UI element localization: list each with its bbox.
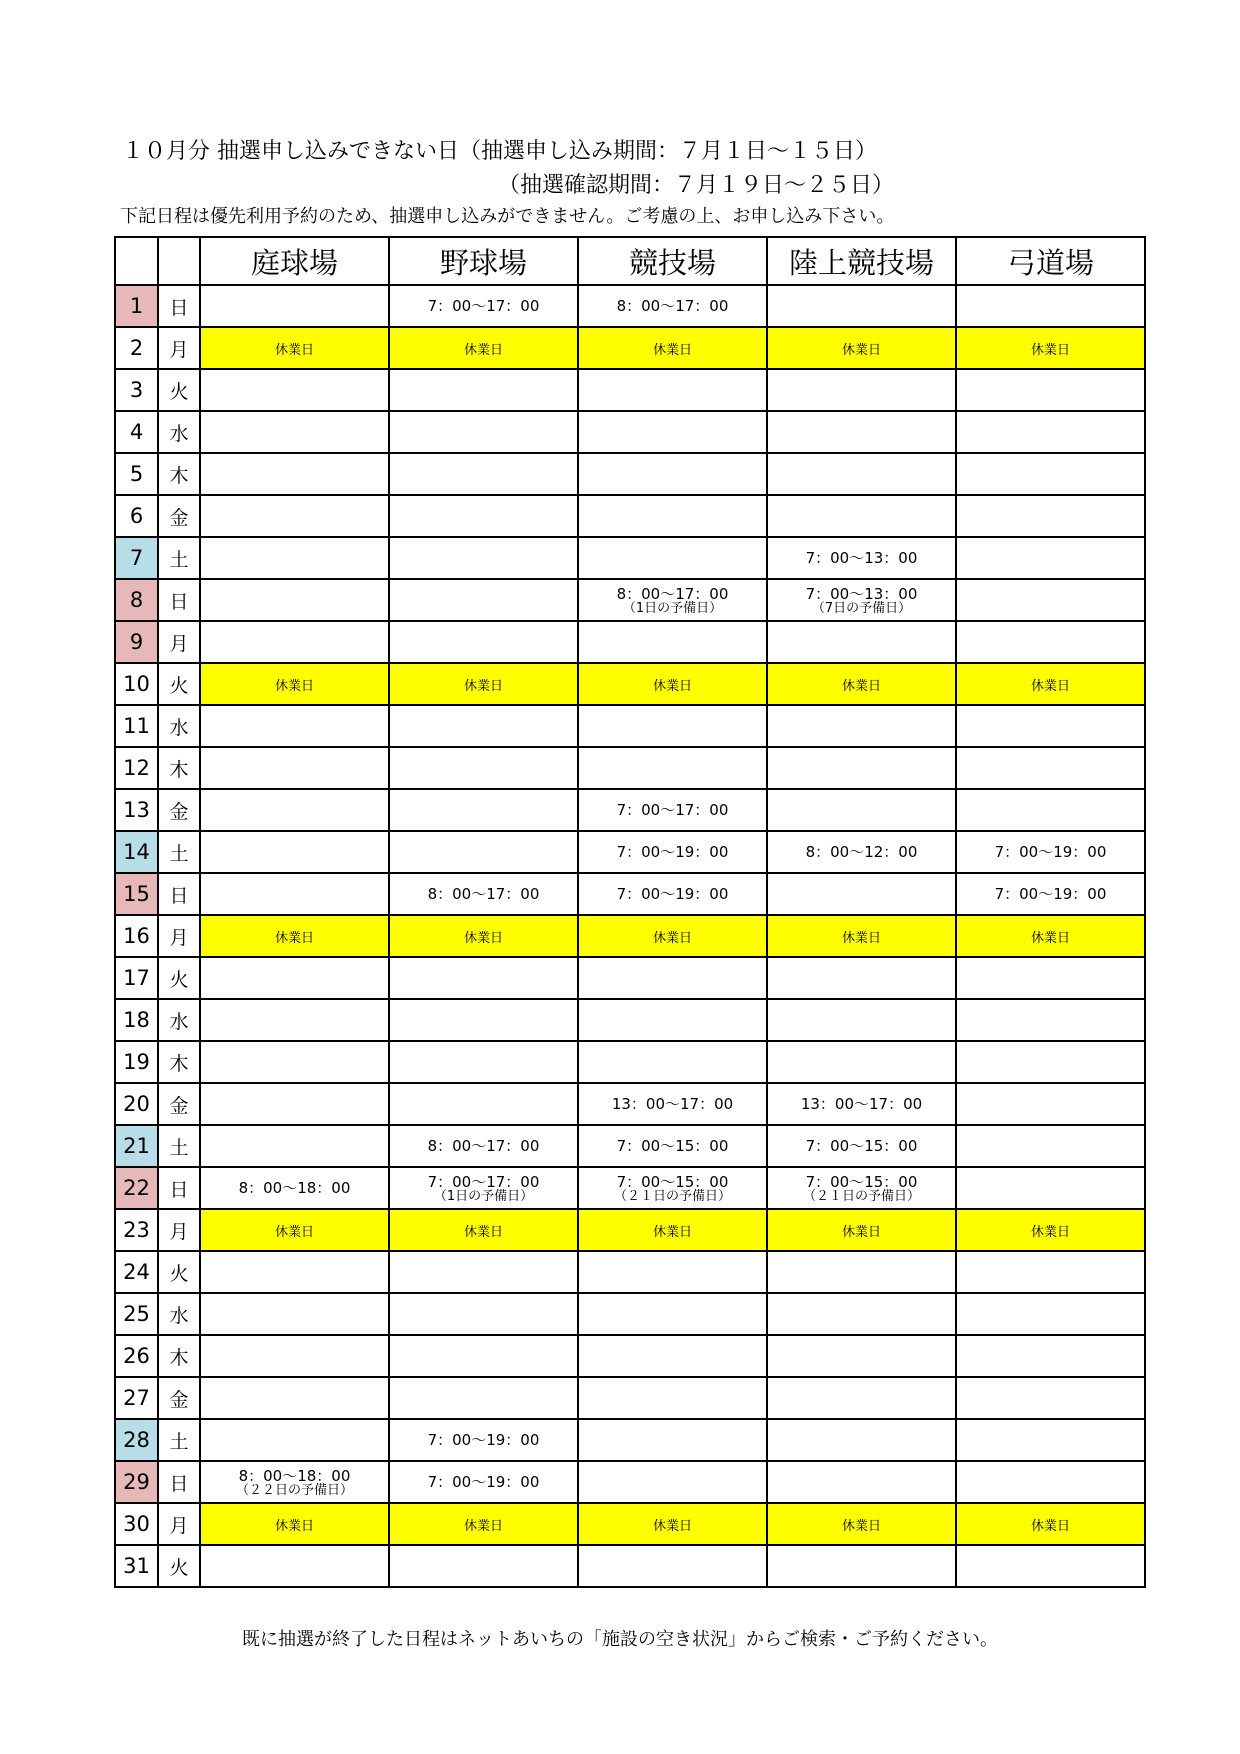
header-weekday-blank [158, 237, 200, 285]
schedule-cell [200, 453, 389, 495]
closed-day-cell: 休業日 [389, 1503, 578, 1545]
schedule-cell [200, 789, 389, 831]
weekday: 日 [158, 1461, 200, 1503]
schedule-cell [578, 453, 767, 495]
reserved-time: 7：00～15：00 [616, 1172, 729, 1191]
table-row [115, 1335, 1145, 1377]
backup-day-note: （２２日の予備日） [235, 1482, 353, 1498]
weekday: 月 [158, 915, 200, 957]
schedule-cell [956, 831, 1145, 873]
day-number: 26 [115, 1335, 158, 1377]
schedule-cell [389, 1041, 578, 1083]
table-row [115, 705, 1145, 747]
day-number: 19 [115, 1041, 158, 1083]
schedule-cell [767, 957, 956, 999]
schedule-cell [578, 1335, 767, 1377]
table-row [115, 915, 1145, 957]
schedule-cell [200, 1125, 389, 1167]
schedule-cell [200, 1377, 389, 1419]
header-facility: 競技場 [578, 237, 767, 285]
weekday: 木 [158, 747, 200, 789]
header-facility: 庭球場 [200, 237, 389, 285]
reserved-time: 8：00～12：00 [805, 843, 918, 861]
day-number: 20 [115, 1083, 158, 1125]
weekday: 月 [158, 621, 200, 663]
schedule-cell [578, 873, 767, 915]
schedule-cell [389, 1125, 578, 1167]
closed-day-cell: 休業日 [578, 915, 767, 957]
weekday: 火 [158, 1545, 200, 1587]
weekday: 水 [158, 999, 200, 1041]
reserved-time: 7：00～19：00 [616, 885, 729, 903]
schedule-cell [200, 831, 389, 873]
table-row [115, 873, 1145, 915]
closed-day-cell: 休業日 [767, 1209, 956, 1251]
schedule-cell [767, 1251, 956, 1293]
table-row [115, 537, 1145, 579]
closed-day-cell: 休業日 [578, 327, 767, 369]
schedule-cell [200, 1335, 389, 1377]
reserved-time: 8：00～17：00 [616, 584, 729, 603]
reserved-time: 7：00～19：00 [616, 843, 729, 861]
table-row [115, 1503, 1145, 1545]
schedule-cell [578, 1419, 767, 1461]
schedule-cell [200, 1041, 389, 1083]
schedule-cell [956, 579, 1145, 621]
reserved-time: 7：00～15：00 [616, 1137, 729, 1155]
schedule-cell [578, 495, 767, 537]
weekday: 金 [158, 495, 200, 537]
schedule-cell [389, 453, 578, 495]
day-number: 18 [115, 999, 158, 1041]
schedule-cell [578, 579, 767, 621]
schedule-cell [389, 831, 578, 873]
schedule-cell [956, 621, 1145, 663]
schedule-cell [956, 1335, 1145, 1377]
schedule-cell [578, 285, 767, 327]
weekday: 土 [158, 831, 200, 873]
schedule-cell [767, 873, 956, 915]
header-row [115, 237, 1145, 285]
schedule-cell [389, 1251, 578, 1293]
schedule-cell [389, 1293, 578, 1335]
schedule-cell [200, 999, 389, 1041]
weekday: 水 [158, 411, 200, 453]
reserved-time: 7：00～13：00 [805, 549, 918, 567]
day-number: 12 [115, 747, 158, 789]
schedule-cell [578, 957, 767, 999]
schedule-cell [389, 369, 578, 411]
schedule-cell [578, 789, 767, 831]
schedule-cell [200, 1293, 389, 1335]
closed-day-cell: 休業日 [767, 327, 956, 369]
schedule-cell [767, 789, 956, 831]
closed-day-cell: 休業日 [389, 1209, 578, 1251]
weekday: 土 [158, 537, 200, 579]
table-row [115, 285, 1145, 327]
weekday: 日 [158, 579, 200, 621]
schedule-cell [956, 1083, 1145, 1125]
table-row [115, 327, 1145, 369]
weekday: 月 [158, 327, 200, 369]
reserved-time: 8：00～18：00 [238, 1179, 351, 1197]
schedule-cell [389, 537, 578, 579]
schedule-cell [956, 1251, 1145, 1293]
day-number: 10 [115, 663, 158, 705]
table-row [115, 369, 1145, 411]
schedule-cell [389, 1545, 578, 1587]
closed-day-cell: 休業日 [389, 327, 578, 369]
table-row [115, 1251, 1145, 1293]
reserved-time: 7：00～19：00 [994, 885, 1107, 903]
schedule-cell [767, 1167, 956, 1209]
day-number: 15 [115, 873, 158, 915]
weekday: 火 [158, 1251, 200, 1293]
day-number: 24 [115, 1251, 158, 1293]
schedule-cell [956, 1293, 1145, 1335]
reserved-time: 7：00～17：00 [427, 297, 540, 315]
schedule-cell [389, 621, 578, 663]
closed-day-cell: 休業日 [200, 327, 389, 369]
schedule-cell [956, 1419, 1145, 1461]
schedule-cell [767, 831, 956, 873]
schedule-cell [578, 621, 767, 663]
weekday: 金 [158, 1377, 200, 1419]
table-row [115, 1545, 1145, 1587]
table-row [115, 1419, 1145, 1461]
schedule-cell [389, 411, 578, 453]
schedule-cell [200, 285, 389, 327]
weekday: 火 [158, 369, 200, 411]
reserved-time: 7：00～13：00 [805, 584, 918, 603]
weekday: 金 [158, 1083, 200, 1125]
schedule-cell [578, 705, 767, 747]
weekday: 火 [158, 663, 200, 705]
weekday: 月 [158, 1209, 200, 1251]
schedule-cell [956, 453, 1145, 495]
reserved-time: 7：00～17：00 [616, 801, 729, 819]
schedule-cell [956, 285, 1145, 327]
table-row [115, 663, 1145, 705]
schedule-cell [578, 831, 767, 873]
reserved-time: 7：00～19：00 [994, 843, 1107, 861]
schedule-cell [578, 747, 767, 789]
day-number: 4 [115, 411, 158, 453]
weekday: 木 [158, 453, 200, 495]
schedule-cell [767, 369, 956, 411]
table-row [115, 789, 1145, 831]
schedule-cell [767, 411, 956, 453]
schedule-cell [578, 411, 767, 453]
closed-day-cell: 休業日 [956, 327, 1145, 369]
schedule-cell [578, 1251, 767, 1293]
table-row [115, 1293, 1145, 1335]
closed-day-cell: 休業日 [200, 663, 389, 705]
day-number: 25 [115, 1293, 158, 1335]
schedule-cell [767, 621, 956, 663]
closed-day-cell: 休業日 [767, 1503, 956, 1545]
reserved-time: 8：00～18：00 [238, 1466, 351, 1485]
schedule-cell [389, 579, 578, 621]
schedule-cell [200, 957, 389, 999]
day-number: 1 [115, 285, 158, 327]
schedule-cell [578, 999, 767, 1041]
table-row [115, 411, 1145, 453]
backup-day-note: （1日の予備日） [622, 600, 723, 616]
day-number: 14 [115, 831, 158, 873]
day-number: 31 [115, 1545, 158, 1587]
schedule-cell [389, 957, 578, 999]
schedule-cell [767, 1377, 956, 1419]
schedule-cell [767, 1335, 956, 1377]
weekday: 月 [158, 1503, 200, 1545]
closed-day-cell: 休業日 [389, 663, 578, 705]
day-number: 8 [115, 579, 158, 621]
schedule-cell [578, 1545, 767, 1587]
header-facility: 野球場 [389, 237, 578, 285]
day-number: 29 [115, 1461, 158, 1503]
schedule-cell [200, 1545, 389, 1587]
schedule-cell [767, 537, 956, 579]
schedule-cell [956, 789, 1145, 831]
schedule-cell [767, 747, 956, 789]
day-number: 7 [115, 537, 158, 579]
schedule-cell [956, 1167, 1145, 1209]
schedule-cell [389, 873, 578, 915]
schedule-cell [956, 495, 1145, 537]
table-row [115, 747, 1145, 789]
schedule-cell [578, 1083, 767, 1125]
schedule-cell [956, 957, 1145, 999]
confirmation-period: （抽選確認期間：７月１９日～２５日） [498, 173, 895, 198]
day-number: 3 [115, 369, 158, 411]
table-row [115, 1377, 1145, 1419]
header-facility: 陸上競技場 [767, 237, 956, 285]
day-number: 21 [115, 1125, 158, 1167]
schedule-cell [200, 873, 389, 915]
day-number: 23 [115, 1209, 158, 1251]
table-row [115, 999, 1145, 1041]
schedule-cell [578, 369, 767, 411]
schedule-cell [578, 1167, 767, 1209]
schedule-cell [200, 579, 389, 621]
closed-day-cell: 休業日 [200, 1209, 389, 1251]
closed-day-cell: 休業日 [578, 1209, 767, 1251]
closed-day-cell: 休業日 [956, 1503, 1145, 1545]
notice-text: 下記日程は優先利用予約のため、抽選申し込みができません。ご考慮の上、お申し込み下さい。 [120, 206, 895, 227]
day-number: 30 [115, 1503, 158, 1545]
day-number: 11 [115, 705, 158, 747]
schedule-cell [389, 1377, 578, 1419]
day-number: 2 [115, 327, 158, 369]
table-row [115, 453, 1145, 495]
day-number: 17 [115, 957, 158, 999]
table-row [115, 1041, 1145, 1083]
schedule-cell [389, 705, 578, 747]
reserved-time: 8：00～17：00 [427, 1137, 540, 1155]
schedule-cell [200, 411, 389, 453]
schedule-cell [767, 285, 956, 327]
schedule-cell [578, 1461, 767, 1503]
schedule-cell [200, 1251, 389, 1293]
weekday: 水 [158, 1293, 200, 1335]
schedule-cell [767, 1041, 956, 1083]
schedule-cell [956, 1377, 1145, 1419]
table-row [115, 957, 1145, 999]
schedule-cell [578, 1125, 767, 1167]
closed-day-cell: 休業日 [767, 915, 956, 957]
schedule-cell [767, 1545, 956, 1587]
table-row [115, 1209, 1145, 1251]
schedule-cell [389, 1335, 578, 1377]
schedule-cell [956, 411, 1145, 453]
schedule-cell [200, 369, 389, 411]
closed-day-cell: 休業日 [200, 915, 389, 957]
backup-day-note: （1日の予備日） [433, 1188, 534, 1204]
schedule-cell [956, 1545, 1145, 1587]
schedule-cell [389, 1167, 578, 1209]
table-row [115, 621, 1145, 663]
schedule-cell [767, 453, 956, 495]
schedule-cell [200, 1083, 389, 1125]
weekday: 土 [158, 1125, 200, 1167]
schedule-cell [767, 495, 956, 537]
weekday: 日 [158, 285, 200, 327]
table-row [115, 1125, 1145, 1167]
day-number: 28 [115, 1419, 158, 1461]
schedule-cell [200, 495, 389, 537]
schedule-table [114, 236, 1146, 1588]
schedule-cell [956, 705, 1145, 747]
closed-day-cell: 休業日 [767, 663, 956, 705]
schedule-cell [200, 621, 389, 663]
schedule-cell [767, 1125, 956, 1167]
table-row [115, 1083, 1145, 1125]
schedule-cell [389, 999, 578, 1041]
table-row [115, 579, 1145, 621]
reserved-time: 13：00～17：00 [800, 1095, 923, 1113]
schedule-cell [200, 537, 389, 579]
schedule-cell [767, 705, 956, 747]
weekday: 日 [158, 873, 200, 915]
weekday: 火 [158, 957, 200, 999]
schedule-cell [956, 537, 1145, 579]
schedule-cell [956, 1461, 1145, 1503]
schedule-cell [389, 285, 578, 327]
closed-day-cell: 休業日 [956, 1209, 1145, 1251]
weekday: 土 [158, 1419, 200, 1461]
page-title: １０月分 抽選申し込みできない日（抽選申し込み期間：７月１日～１５日） [122, 139, 877, 164]
schedule-cell [956, 999, 1145, 1041]
day-number: 27 [115, 1377, 158, 1419]
footer-note: 既に抽選が終了した日程はネットあいちの「施設の空き状況」からご検索・ご予約ください。 [242, 1629, 998, 1650]
schedule-cell [200, 747, 389, 789]
weekday: 水 [158, 705, 200, 747]
schedule-cell [956, 1125, 1145, 1167]
schedule-cell [578, 537, 767, 579]
schedule-cell [200, 1167, 389, 1209]
schedule-cell [956, 1041, 1145, 1083]
schedule-cell [767, 579, 956, 621]
closed-day-cell: 休業日 [578, 1503, 767, 1545]
closed-day-cell: 休業日 [578, 663, 767, 705]
day-number: 9 [115, 621, 158, 663]
schedule-cell [578, 1377, 767, 1419]
backup-day-note: （２１日の予備日） [802, 1188, 920, 1204]
weekday: 日 [158, 1167, 200, 1209]
day-number: 6 [115, 495, 158, 537]
table-row [115, 1167, 1145, 1209]
day-number: 5 [115, 453, 158, 495]
schedule-cell [578, 1293, 767, 1335]
header-day-blank [115, 237, 158, 285]
schedule-cell [767, 1083, 956, 1125]
schedule-cell [767, 999, 956, 1041]
schedule-cell [767, 1293, 956, 1335]
reserved-time: 7：00～19：00 [427, 1431, 540, 1449]
day-number: 13 [115, 789, 158, 831]
schedule-cell [767, 1461, 956, 1503]
schedule-cell [956, 873, 1145, 915]
schedule-cell [389, 495, 578, 537]
weekday: 木 [158, 1041, 200, 1083]
schedule-cell [200, 705, 389, 747]
reserved-time: 7：00～15：00 [805, 1172, 918, 1191]
schedule-cell [956, 369, 1145, 411]
backup-day-note: （7日の予備日） [811, 600, 912, 616]
reserved-time: 7：00～19：00 [427, 1473, 540, 1491]
reserved-time: 8：00～17：00 [427, 885, 540, 903]
schedule-cell [578, 1041, 767, 1083]
closed-day-cell: 休業日 [956, 663, 1145, 705]
reserved-time: 7：00～15：00 [805, 1137, 918, 1155]
header-facility: 弓道場 [956, 237, 1145, 285]
schedule-cell [389, 1419, 578, 1461]
day-number: 16 [115, 915, 158, 957]
schedule-cell [389, 747, 578, 789]
schedule-cell [389, 1461, 578, 1503]
schedule-cell [389, 1083, 578, 1125]
reserved-time: 8：00～17：00 [616, 297, 729, 315]
closed-day-cell: 休業日 [956, 915, 1145, 957]
weekday: 木 [158, 1335, 200, 1377]
closed-day-cell: 休業日 [389, 915, 578, 957]
schedule-cell [200, 1419, 389, 1461]
reserved-time: 13：00～17：00 [611, 1095, 734, 1113]
weekday: 金 [158, 789, 200, 831]
table-row [115, 495, 1145, 537]
schedule-cell [956, 747, 1145, 789]
reserved-time: 7：00～17：00 [427, 1172, 540, 1191]
table-row [115, 831, 1145, 873]
backup-day-note: （２１日の予備日） [613, 1188, 731, 1204]
day-number: 22 [115, 1167, 158, 1209]
schedule-cell [767, 1419, 956, 1461]
table-row [115, 1461, 1145, 1503]
closed-day-cell: 休業日 [200, 1503, 389, 1545]
schedule-cell [200, 1461, 389, 1503]
schedule-cell [389, 789, 578, 831]
